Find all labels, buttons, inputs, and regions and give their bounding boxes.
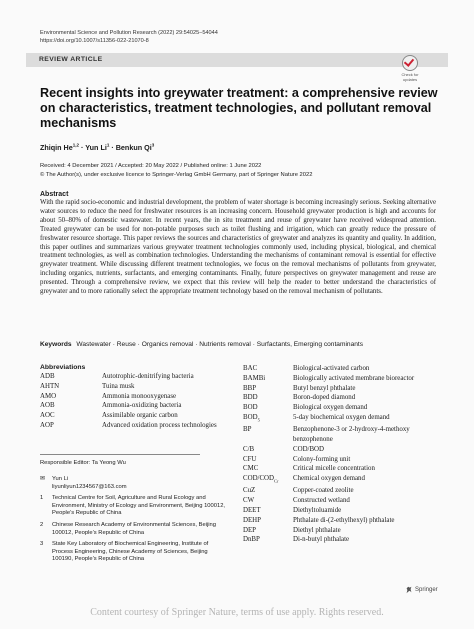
- keywords: [40, 341, 440, 348]
- abbreviation-term: BAC: [243, 365, 258, 372]
- check-updates-line2: updates: [402, 77, 418, 82]
- abbreviation-definition: Ammonia monooxygenase: [102, 392, 177, 400]
- abbreviation-term: AOC: [40, 412, 55, 420]
- abbreviation-term: AOB: [40, 402, 55, 410]
- doi-link[interactable]: https://doi.org/10.1007/s11356-022-21070-8: [40, 38, 149, 44]
- check-for-updates-badge[interactable]: [397, 55, 423, 81]
- springer-horse-icon: [405, 586, 413, 594]
- abbreviation-term: AHTN: [40, 382, 60, 390]
- abbreviation-definition: Biologically activated membrane bioreactor: [293, 374, 415, 382]
- abbreviation-row: [243, 455, 443, 465]
- courtesy-footer: Content courtesy of Springer Nature, terms of use apply. Rights reserved.: [90, 607, 384, 618]
- abbreviation-definition: Advanced oxidation process technologies: [102, 421, 217, 429]
- abbreviation-definition: Diethyl phthalate: [293, 526, 341, 534]
- abbreviation-row: [243, 506, 443, 516]
- abbreviation-term: AOP: [40, 421, 54, 429]
- abbreviation-definition: Autotrophic-denitrifying bacteria: [102, 373, 194, 380]
- abbreviation-row: [40, 421, 217, 431]
- keywords-label: Keywords: [40, 341, 72, 348]
- abbreviation-row: [40, 392, 217, 402]
- abbreviation-term: BP: [243, 426, 252, 434]
- affiliation-item: [40, 541, 230, 564]
- abbreviation-definition: Ammonia-oxidizing bacteria: [102, 402, 182, 410]
- affiliation-text: Technical Centre for Soil, Agriculture and Rural Ecology and Environment, Ministry of Ecology and Environment, Beijing 100012, People’s Republic of China: [52, 495, 226, 517]
- abbreviation-row: [243, 364, 443, 374]
- abbreviation-row: [243, 425, 443, 445]
- journal-header: [40, 29, 218, 45]
- publisher-name: Springer: [415, 587, 438, 593]
- abbreviation-term: BOD: [243, 404, 258, 412]
- abbreviation-row: [40, 372, 217, 382]
- affiliation-number: 3: [40, 541, 44, 548]
- abbreviation-term: BDD: [243, 394, 258, 402]
- abbreviation-term: COD/$COD_{Cr}$: [243, 475, 279, 484]
- affiliation-text: State Key Laboratory of Biochemical Engineering, Institute of Process Engineering, Chinese Academy of Sciences, Beijing 100190, People’s Republic of China: [52, 541, 209, 563]
- check-updates-line1: Check for: [401, 72, 419, 77]
- abbreviation-row: [243, 535, 443, 545]
- affiliation-item: [40, 495, 230, 518]
- keywords-text: Wastewater · Reuse · Organics removal · Nutrients removal · Surfactants, Emerging contaminants: [76, 341, 364, 348]
- abbreviation-term: C/B: [243, 445, 255, 453]
- abstract-heading: Abstract: [40, 191, 69, 198]
- abbreviation-term: DEP: [243, 526, 257, 534]
- footnote-divider: [40, 454, 200, 455]
- abbreviation-row: [40, 401, 217, 411]
- abbreviation-definition: Chemical oxygen demand: [293, 475, 365, 483]
- corresponding-author: [40, 476, 230, 491]
- author-list: [40, 143, 154, 152]
- affiliation-number: 1: [40, 495, 44, 502]
- abbreviation-definition: Butyl benzyl phthalate: [293, 384, 356, 392]
- abbreviation-row: [243, 474, 443, 486]
- article-type-label: REVIEW ARTICLE: [39, 56, 103, 63]
- abbreviation-definition: Assimilable organic carbon: [102, 412, 178, 420]
- abbreviation-term: DEHP: [243, 516, 261, 524]
- abbreviation-row: [243, 413, 443, 425]
- article-type-bar: [26, 53, 448, 67]
- abbreviation-term: ADB: [40, 373, 55, 380]
- abstract-text: With the rapid socio-economic and industrial development, the problem of water shortage is becoming increasingly serious. Seeking alternative water sources to reduce the need for freshwater resources is an increasing concern. Household greywater production is high and accounts for about 50–80% of domestic wastewater. In recent years, the in situ treatment and reuse of greywater have received widespread attention. Treated greywater can be used for non-potable purposes such as toilet flushing and irrigation, which can greatly reduce the pressure of freshwater resource shortage. This paper reviews the sources and characteristics of greywater and analyzes its quantity and quality. In addition, this paper outlines and summarizes various greywater treatment technologies commonly used, including physical, biological, and chemical treatment technologies, as well as combination technologies. Understanding the mechanisms of contaminant removal is essential for effective greywater treatment. While discussing different treatment technologies, we focus on the removal mechanisms of pollutants from greywater, including organics, nutrients, surfactants, and emerging contaminants. Finally, future perspectives on greywater management and reuse are presented. Through a comprehensive review, we expect that this review will help the reader to better understand the characteristics of greywater and to more rationally select the appropriate treatment technology based on the removal mechanism of pollutants.: [40, 199, 437, 296]
- abbreviation-definition: Di-n-butyl phthalate: [293, 536, 350, 544]
- article-title: Recent insights into greywater treatment: a comprehensive review on characteristics, treatment technologies, and pollutant removal mechanisms: [40, 86, 438, 130]
- check-updates-icon: [402, 55, 418, 71]
- abbreviation-definition: Diethyltoluamide: [293, 506, 342, 514]
- abbreviation-definition: Critical micelle concentration: [293, 465, 375, 473]
- abbreviation-definition: 5-day biochemical oxygen demand: [293, 413, 390, 421]
- abbreviation-definition: Constructed wetland: [293, 497, 350, 505]
- authors-text: Zhiqin He$^{1,2}$ · Yun $Li^1$ · Benkun Qi$^3$: [40, 143, 155, 153]
- affiliations: [40, 476, 230, 568]
- abbreviation-row: [243, 526, 443, 536]
- responsible-editor: Responsible Editor: Ta Yeong Wu: [40, 460, 126, 466]
- abbreviation-definition: Boron-doped diamond: [293, 394, 356, 402]
- abbreviation-row: [243, 445, 443, 455]
- abbreviation-definition: Biological oxygen demand: [293, 404, 368, 412]
- abbreviation-row: [243, 516, 443, 526]
- affiliation-text[interactable]: Yun Li liyunliyun1234567@163.com: [52, 476, 127, 490]
- abbreviation-definition: Phthalate di-(2-ethylhexyl) phthalate: [293, 516, 395, 524]
- abbreviation-term: DnBP: [243, 536, 260, 544]
- abbreviation-term: CW: [243, 497, 255, 505]
- abbreviations-right-column: [243, 364, 443, 545]
- abbreviation-term: DEET: [243, 506, 261, 514]
- envelope-icon: ✉: [40, 476, 45, 482]
- abbreviation-definition: Colony-forming unit: [293, 455, 351, 463]
- abbreviation-row: [243, 464, 443, 474]
- copyright-line: © The Author(s), under exclusive licence to Springer-Verlag GmbH Germany, part of Springer Nature 2022: [40, 171, 313, 178]
- abbreviation-term: BAMBi: [243, 374, 266, 382]
- abbreviations-heading: Abbreviations: [40, 364, 86, 371]
- abbreviation-term: BBP: [243, 384, 257, 392]
- abbreviation-term: CMC: [243, 465, 259, 473]
- abbreviation-row: [243, 496, 443, 506]
- abbreviation-row: [243, 486, 443, 496]
- abbreviation-row: [40, 411, 217, 421]
- affiliation-number: 2: [40, 521, 44, 528]
- publication-dates: [40, 162, 312, 179]
- abbreviation-row: [40, 382, 217, 392]
- abbreviation-row: [243, 403, 443, 413]
- affiliation-text: Chinese Research Academy of Environmental Sciences, Beijing 100012, People’s Republic of China: [52, 521, 217, 536]
- abbreviation-definition: Biological-activated carbon: [293, 365, 370, 372]
- abbreviation-row: [243, 374, 443, 384]
- publisher-logo: [405, 586, 438, 594]
- abbreviations-left-column: [40, 372, 217, 431]
- abbreviation-row: [243, 384, 443, 394]
- abbreviation-definition: Tuina musk: [102, 382, 135, 390]
- abbreviation-term: CuZ: [243, 487, 256, 495]
- journal-citation: Environmental Science and Pollution Research (2022) 29:54025–54044: [40, 30, 218, 36]
- check-updates-text: [397, 72, 423, 82]
- abbreviation-term: AMO: [40, 392, 57, 400]
- abbreviation-definition: Copper-coated zeolite: [293, 487, 354, 495]
- abbreviation-definition: COD/BOD: [293, 445, 325, 453]
- affiliation-item: [40, 522, 230, 537]
- abbreviation-row: [243, 393, 443, 403]
- dates-line: Received: 4 December 2021 / Accepted: 20 May 2022 / Published online: 1 June 2022: [40, 163, 262, 169]
- abbreviation-term: $BOD_5$: [243, 413, 260, 423]
- abbreviation-term: CFU: [243, 455, 257, 463]
- abbreviation-definition: Benzophenone-3 or 2-hydroxy-4-methoxy benzophenone: [293, 426, 410, 443]
